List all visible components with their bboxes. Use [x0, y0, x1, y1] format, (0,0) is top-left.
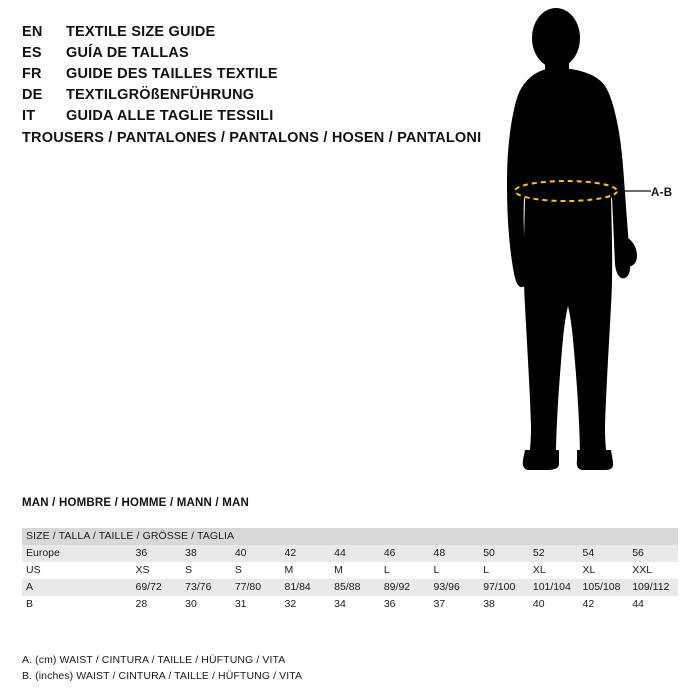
table-header-label: SIZE / TALLA / TAILLE / GRÖSSE / TAGLIA — [22, 528, 678, 545]
language-title: TEXTILE SIZE GUIDE — [66, 24, 216, 40]
cell: 42 — [281, 545, 331, 562]
cell: XXL — [628, 562, 678, 579]
cell: 69/72 — [131, 579, 181, 596]
cell: 37 — [430, 596, 480, 613]
cell: 81/84 — [281, 579, 331, 596]
cell: XL — [579, 562, 629, 579]
language-code: EN — [22, 24, 43, 40]
language-row-fr — [22, 64, 482, 85]
cell: 56 — [628, 545, 678, 562]
cell: 85/88 — [330, 579, 380, 596]
row-label: US — [22, 562, 131, 579]
row-label: Europe — [22, 545, 131, 562]
language-title-block — [22, 22, 482, 127]
language-title: GUIDA ALLE TAGLIE TESSILI — [66, 108, 274, 124]
language-code: ES — [22, 45, 42, 61]
language-title: TEXTILGRÖßENFÜHRUNG — [66, 87, 255, 103]
size-table — [22, 528, 678, 613]
cell: 54 — [579, 545, 629, 562]
garment-type-line: TROUSERS / PANTALONES / PANTALONS / HOSEN / PANTALONI — [22, 130, 482, 146]
cell: 101/104 — [529, 579, 579, 596]
language-row-es — [22, 43, 482, 64]
cell: 93/96 — [430, 579, 480, 596]
cell: S — [181, 562, 231, 579]
cell: 40 — [529, 596, 579, 613]
cell: 32 — [281, 596, 331, 613]
cell: 38 — [479, 596, 529, 613]
language-row-it — [22, 106, 482, 127]
cell: 48 — [430, 545, 480, 562]
language-row-de — [22, 85, 482, 106]
cell: 46 — [380, 545, 430, 562]
cell: 42 — [579, 596, 629, 613]
cell: 36 — [380, 596, 430, 613]
language-title: GUÍA DE TALLAS — [66, 45, 189, 61]
table-section-heading: MAN / HOMBRE / HOMME / MANN / MAN — [22, 497, 250, 509]
cell: 105/108 — [579, 579, 629, 596]
cell: L — [479, 562, 529, 579]
table-row — [22, 562, 678, 579]
footnote-a: A. (cm) WAIST / CINTURA / TAILLE / HÜFTUNG / VITA — [22, 654, 286, 666]
cell: 34 — [330, 596, 380, 613]
footnote-block — [22, 652, 522, 684]
cell: S — [231, 562, 281, 579]
cell: 97/100 — [479, 579, 529, 596]
language-code: IT — [22, 108, 36, 124]
cell: L — [430, 562, 480, 579]
language-title: GUIDE DES TAILLES TEXTILE — [66, 66, 278, 82]
language-row-en — [22, 22, 482, 43]
figure-illustration — [455, 6, 685, 476]
cell: 73/76 — [181, 579, 231, 596]
cell: L — [380, 562, 430, 579]
table-row — [22, 579, 678, 596]
table-row — [22, 545, 678, 562]
row-label: B — [22, 596, 131, 613]
cell: 44 — [330, 545, 380, 562]
language-code: FR — [22, 66, 42, 82]
cell: 77/80 — [231, 579, 281, 596]
cell: 31 — [231, 596, 281, 613]
cell: 38 — [181, 545, 231, 562]
cell: 36 — [131, 545, 181, 562]
cell: 44 — [628, 596, 678, 613]
cell: 89/92 — [380, 579, 430, 596]
table-header-row — [22, 528, 678, 545]
cell: 52 — [529, 545, 579, 562]
cell: M — [330, 562, 380, 579]
cell: XS — [131, 562, 181, 579]
cell: M — [281, 562, 331, 579]
cell: 28 — [131, 596, 181, 613]
cell: 40 — [231, 545, 281, 562]
measurement-label-ab: A-B — [651, 187, 673, 199]
cell: XL — [529, 562, 579, 579]
language-code: DE — [22, 87, 43, 103]
cell: 50 — [479, 545, 529, 562]
table-row — [22, 596, 678, 613]
cell: 109/112 — [628, 579, 678, 596]
footnote-b: B. (inches) WAIST / CINTURA / TAILLE / HÜFTUNG / VITA — [22, 670, 303, 682]
man-silhouette-icon — [455, 6, 685, 476]
row-label: A — [22, 579, 131, 596]
cell: 30 — [181, 596, 231, 613]
